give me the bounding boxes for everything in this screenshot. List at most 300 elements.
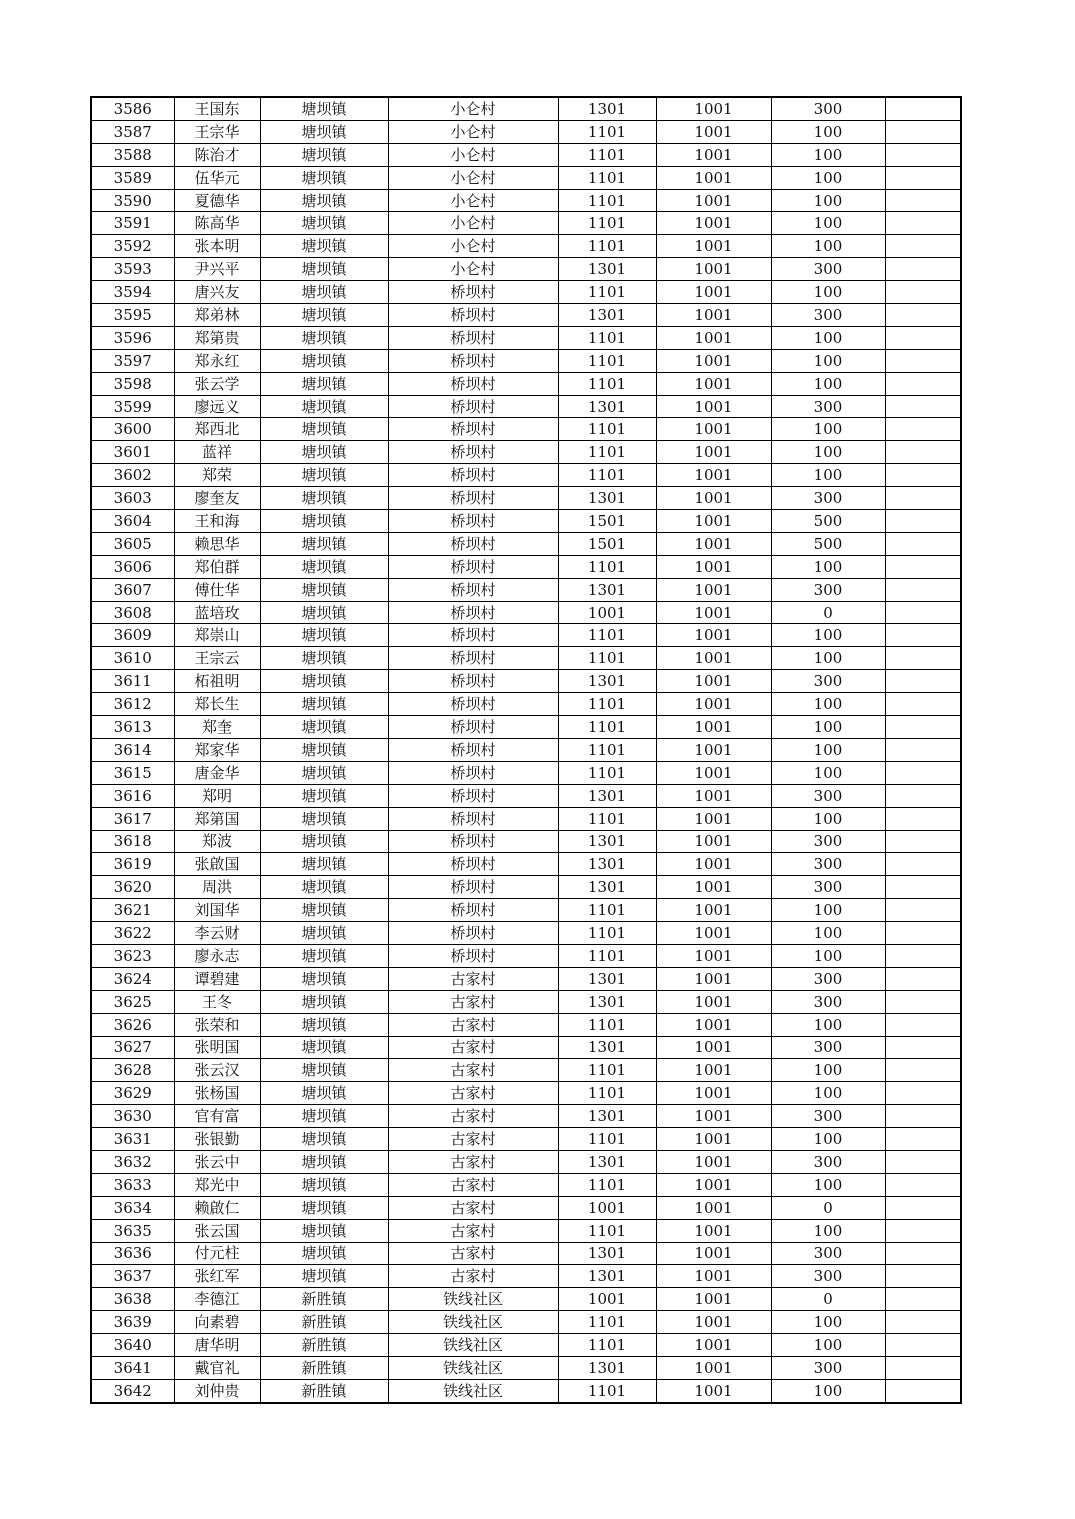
table-row bbox=[91, 922, 961, 945]
cell-name: 王宗云 bbox=[174, 647, 260, 670]
cell-code-b: 1001 bbox=[656, 1288, 771, 1311]
cell-name: 郑明 bbox=[174, 784, 260, 807]
cell-remark bbox=[885, 304, 961, 327]
cell-id: 3614 bbox=[91, 738, 174, 761]
cell-town: 新胜镇 bbox=[260, 1356, 388, 1379]
cell-id: 3632 bbox=[91, 1150, 174, 1173]
cell-name: 伍华元 bbox=[174, 166, 260, 189]
cell-id: 3617 bbox=[91, 807, 174, 830]
cell-amount: 300 bbox=[771, 304, 885, 327]
cell-code-a: 1301 bbox=[558, 1356, 656, 1379]
cell-amount: 100 bbox=[771, 1334, 885, 1357]
table-row bbox=[91, 784, 961, 807]
cell-name: 夏德华 bbox=[174, 189, 260, 212]
cell-amount: 100 bbox=[771, 1173, 885, 1196]
cell-village: 桥坝村 bbox=[388, 281, 558, 304]
cell-code-a: 1301 bbox=[558, 876, 656, 899]
cell-code-a: 1101 bbox=[558, 647, 656, 670]
cell-village: 桥坝村 bbox=[388, 464, 558, 487]
cell-remark bbox=[885, 807, 961, 830]
table-row bbox=[91, 281, 961, 304]
cell-code-a: 1101 bbox=[558, 143, 656, 166]
cell-code-b: 1001 bbox=[656, 372, 771, 395]
cell-town: 塘坝镇 bbox=[260, 807, 388, 830]
cell-remark bbox=[885, 372, 961, 395]
cell-code-b: 1001 bbox=[656, 601, 771, 624]
table-row bbox=[91, 1379, 961, 1402]
cell-name: 傅仕华 bbox=[174, 578, 260, 601]
cell-name: 郑永红 bbox=[174, 349, 260, 372]
cell-remark bbox=[885, 647, 961, 670]
cell-code-b: 1001 bbox=[656, 853, 771, 876]
cell-name: 郑第国 bbox=[174, 807, 260, 830]
cell-code-b: 1001 bbox=[656, 304, 771, 327]
cell-town: 塘坝镇 bbox=[260, 189, 388, 212]
table-row bbox=[91, 464, 961, 487]
cell-town: 塘坝镇 bbox=[260, 693, 388, 716]
cell-name: 刘仲贵 bbox=[174, 1379, 260, 1402]
cell-town: 塘坝镇 bbox=[260, 372, 388, 395]
cell-code-b: 1001 bbox=[656, 944, 771, 967]
cell-remark bbox=[885, 326, 961, 349]
cell-id: 3589 bbox=[91, 166, 174, 189]
cell-code-b: 1001 bbox=[656, 1311, 771, 1334]
cell-id: 3629 bbox=[91, 1082, 174, 1105]
cell-village: 小仑村 bbox=[388, 235, 558, 258]
cell-remark bbox=[885, 1311, 961, 1334]
cell-town: 塘坝镇 bbox=[260, 281, 388, 304]
data-table bbox=[90, 96, 962, 1404]
cell-id: 3625 bbox=[91, 990, 174, 1013]
cell-amount: 300 bbox=[771, 1036, 885, 1059]
cell-amount: 100 bbox=[771, 235, 885, 258]
cell-remark bbox=[885, 876, 961, 899]
cell-name: 张银勤 bbox=[174, 1128, 260, 1151]
cell-code-b: 1001 bbox=[656, 784, 771, 807]
table-row bbox=[91, 578, 961, 601]
cell-town: 塘坝镇 bbox=[260, 876, 388, 899]
cell-id: 3604 bbox=[91, 510, 174, 533]
cell-amount: 0 bbox=[771, 601, 885, 624]
cell-code-b: 1001 bbox=[656, 1334, 771, 1357]
cell-code-a: 1001 bbox=[558, 1288, 656, 1311]
cell-code-a: 1101 bbox=[558, 1128, 656, 1151]
cell-name: 郑光中 bbox=[174, 1173, 260, 1196]
cell-town: 塘坝镇 bbox=[260, 1242, 388, 1265]
cell-id: 3611 bbox=[91, 670, 174, 693]
cell-amount: 100 bbox=[771, 1013, 885, 1036]
cell-id: 3636 bbox=[91, 1242, 174, 1265]
cell-remark bbox=[885, 578, 961, 601]
cell-town: 塘坝镇 bbox=[260, 97, 388, 120]
cell-name: 郑奎 bbox=[174, 716, 260, 739]
cell-code-b: 1001 bbox=[656, 876, 771, 899]
cell-town: 塘坝镇 bbox=[260, 1036, 388, 1059]
cell-name: 廖远义 bbox=[174, 395, 260, 418]
cell-id: 3587 bbox=[91, 120, 174, 143]
cell-amount: 100 bbox=[771, 326, 885, 349]
cell-village: 小仑村 bbox=[388, 189, 558, 212]
cell-village: 桥坝村 bbox=[388, 693, 558, 716]
cell-id: 3610 bbox=[91, 647, 174, 670]
cell-code-a: 1501 bbox=[558, 510, 656, 533]
cell-town: 塘坝镇 bbox=[260, 761, 388, 784]
cell-town: 塘坝镇 bbox=[260, 532, 388, 555]
table-row bbox=[91, 1105, 961, 1128]
cell-amount: 300 bbox=[771, 967, 885, 990]
table-row bbox=[91, 532, 961, 555]
cell-code-b: 1001 bbox=[656, 807, 771, 830]
cell-village: 桥坝村 bbox=[388, 372, 558, 395]
cell-remark bbox=[885, 1196, 961, 1219]
cell-remark bbox=[885, 464, 961, 487]
cell-amount: 300 bbox=[771, 258, 885, 281]
cell-code-a: 1101 bbox=[558, 441, 656, 464]
cell-code-a: 1101 bbox=[558, 1059, 656, 1082]
cell-town: 塘坝镇 bbox=[260, 1173, 388, 1196]
cell-amount: 0 bbox=[771, 1196, 885, 1219]
cell-town: 塘坝镇 bbox=[260, 1105, 388, 1128]
cell-town: 塘坝镇 bbox=[260, 326, 388, 349]
cell-code-a: 1101 bbox=[558, 281, 656, 304]
cell-name: 蓝祥 bbox=[174, 441, 260, 464]
cell-town: 塘坝镇 bbox=[260, 1150, 388, 1173]
cell-town: 塘坝镇 bbox=[260, 1128, 388, 1151]
cell-town: 塘坝镇 bbox=[260, 784, 388, 807]
cell-village: 古家村 bbox=[388, 1150, 558, 1173]
cell-code-b: 1001 bbox=[656, 738, 771, 761]
cell-amount: 100 bbox=[771, 922, 885, 945]
cell-village: 桥坝村 bbox=[388, 418, 558, 441]
cell-village: 小仑村 bbox=[388, 258, 558, 281]
table-row bbox=[91, 830, 961, 853]
cell-village: 小仑村 bbox=[388, 120, 558, 143]
table-row bbox=[91, 624, 961, 647]
table-row bbox=[91, 1128, 961, 1151]
cell-remark bbox=[885, 1356, 961, 1379]
table-row bbox=[91, 761, 961, 784]
cell-id: 3595 bbox=[91, 304, 174, 327]
cell-remark bbox=[885, 624, 961, 647]
cell-amount: 100 bbox=[771, 1082, 885, 1105]
cell-name: 赖啟仁 bbox=[174, 1196, 260, 1219]
cell-town: 塘坝镇 bbox=[260, 120, 388, 143]
cell-id: 3609 bbox=[91, 624, 174, 647]
cell-remark bbox=[885, 1036, 961, 1059]
cell-code-a: 1101 bbox=[558, 693, 656, 716]
cell-name: 张云国 bbox=[174, 1219, 260, 1242]
cell-village: 桥坝村 bbox=[388, 738, 558, 761]
cell-name: 谭碧建 bbox=[174, 967, 260, 990]
cell-village: 桥坝村 bbox=[388, 441, 558, 464]
cell-remark bbox=[885, 784, 961, 807]
table-row bbox=[91, 1082, 961, 1105]
cell-town: 塘坝镇 bbox=[260, 1059, 388, 1082]
cell-amount: 0 bbox=[771, 1288, 885, 1311]
cell-code-b: 1001 bbox=[656, 464, 771, 487]
cell-code-b: 1001 bbox=[656, 1013, 771, 1036]
cell-id: 3635 bbox=[91, 1219, 174, 1242]
cell-name: 张明国 bbox=[174, 1036, 260, 1059]
cell-village: 古家村 bbox=[388, 1265, 558, 1288]
cell-amount: 300 bbox=[771, 97, 885, 120]
cell-village: 古家村 bbox=[388, 967, 558, 990]
cell-id: 3615 bbox=[91, 761, 174, 784]
cell-village: 桥坝村 bbox=[388, 944, 558, 967]
cell-id: 3620 bbox=[91, 876, 174, 899]
cell-code-b: 1001 bbox=[656, 326, 771, 349]
cell-code-b: 1001 bbox=[656, 990, 771, 1013]
cell-remark bbox=[885, 899, 961, 922]
cell-code-b: 1001 bbox=[656, 166, 771, 189]
cell-amount: 300 bbox=[771, 1150, 885, 1173]
table-row bbox=[91, 670, 961, 693]
cell-village: 古家村 bbox=[388, 1013, 558, 1036]
cell-code-a: 1301 bbox=[558, 1265, 656, 1288]
cell-village: 铁线社区 bbox=[388, 1311, 558, 1334]
cell-code-b: 1001 bbox=[656, 647, 771, 670]
cell-amount: 100 bbox=[771, 349, 885, 372]
cell-name: 郑长生 bbox=[174, 693, 260, 716]
cell-name: 张啟国 bbox=[174, 853, 260, 876]
cell-code-a: 1301 bbox=[558, 1242, 656, 1265]
cell-code-b: 1001 bbox=[656, 143, 771, 166]
table-row bbox=[91, 258, 961, 281]
cell-amount: 300 bbox=[771, 876, 885, 899]
table-row bbox=[91, 1059, 961, 1082]
cell-village: 小仑村 bbox=[388, 212, 558, 235]
cell-remark bbox=[885, 967, 961, 990]
cell-remark bbox=[885, 1242, 961, 1265]
cell-village: 古家村 bbox=[388, 1082, 558, 1105]
cell-remark bbox=[885, 1379, 961, 1402]
cell-id: 3613 bbox=[91, 716, 174, 739]
cell-code-b: 1001 bbox=[656, 555, 771, 578]
cell-amount: 100 bbox=[771, 944, 885, 967]
cell-village: 小仑村 bbox=[388, 97, 558, 120]
cell-remark bbox=[885, 1150, 961, 1173]
cell-town: 塘坝镇 bbox=[260, 1265, 388, 1288]
cell-town: 塘坝镇 bbox=[260, 716, 388, 739]
cell-name: 向素碧 bbox=[174, 1311, 260, 1334]
table-row bbox=[91, 1334, 961, 1357]
cell-amount: 100 bbox=[771, 1219, 885, 1242]
cell-name: 廖奎友 bbox=[174, 487, 260, 510]
cell-village: 桥坝村 bbox=[388, 876, 558, 899]
cell-name: 戴官礼 bbox=[174, 1356, 260, 1379]
cell-code-a: 1101 bbox=[558, 372, 656, 395]
cell-id: 3599 bbox=[91, 395, 174, 418]
cell-id: 3601 bbox=[91, 441, 174, 464]
cell-code-a: 1301 bbox=[558, 670, 656, 693]
cell-remark bbox=[885, 120, 961, 143]
table-row bbox=[91, 235, 961, 258]
cell-name: 张杨国 bbox=[174, 1082, 260, 1105]
table-row bbox=[91, 418, 961, 441]
cell-village: 桥坝村 bbox=[388, 807, 558, 830]
table-row bbox=[91, 97, 961, 120]
cell-id: 3630 bbox=[91, 1105, 174, 1128]
cell-remark bbox=[885, 761, 961, 784]
table-row bbox=[91, 1219, 961, 1242]
cell-village: 古家村 bbox=[388, 1036, 558, 1059]
cell-village: 小仑村 bbox=[388, 143, 558, 166]
cell-id: 3631 bbox=[91, 1128, 174, 1151]
cell-remark bbox=[885, 670, 961, 693]
cell-code-a: 1101 bbox=[558, 1311, 656, 1334]
cell-name: 王和海 bbox=[174, 510, 260, 533]
cell-amount: 100 bbox=[771, 1379, 885, 1402]
cell-code-a: 1101 bbox=[558, 761, 656, 784]
table-row bbox=[91, 716, 961, 739]
cell-village: 桥坝村 bbox=[388, 647, 558, 670]
cell-name: 陈高华 bbox=[174, 212, 260, 235]
cell-village: 桥坝村 bbox=[388, 304, 558, 327]
cell-code-a: 1301 bbox=[558, 853, 656, 876]
cell-town: 塘坝镇 bbox=[260, 1013, 388, 1036]
cell-name: 柘祖明 bbox=[174, 670, 260, 693]
cell-town: 新胜镇 bbox=[260, 1311, 388, 1334]
cell-id: 3592 bbox=[91, 235, 174, 258]
cell-id: 3590 bbox=[91, 189, 174, 212]
cell-remark bbox=[885, 532, 961, 555]
cell-id: 3600 bbox=[91, 418, 174, 441]
cell-code-b: 1001 bbox=[656, 1036, 771, 1059]
cell-town: 塘坝镇 bbox=[260, 258, 388, 281]
cell-code-b: 1001 bbox=[656, 1059, 771, 1082]
table-row bbox=[91, 1311, 961, 1334]
cell-name: 郑波 bbox=[174, 830, 260, 853]
cell-amount: 100 bbox=[771, 693, 885, 716]
cell-remark bbox=[885, 830, 961, 853]
cell-amount: 100 bbox=[771, 143, 885, 166]
cell-id: 3624 bbox=[91, 967, 174, 990]
cell-name: 唐兴友 bbox=[174, 281, 260, 304]
cell-village: 古家村 bbox=[388, 1173, 558, 1196]
cell-remark bbox=[885, 1013, 961, 1036]
cell-town: 新胜镇 bbox=[260, 1379, 388, 1402]
cell-town: 塘坝镇 bbox=[260, 464, 388, 487]
table-row bbox=[91, 876, 961, 899]
cell-name: 张云中 bbox=[174, 1150, 260, 1173]
cell-remark bbox=[885, 97, 961, 120]
cell-code-a: 1101 bbox=[558, 555, 656, 578]
table-row bbox=[91, 1150, 961, 1173]
cell-code-a: 1301 bbox=[558, 830, 656, 853]
cell-remark bbox=[885, 1128, 961, 1151]
cell-name: 郑第贵 bbox=[174, 326, 260, 349]
table-row bbox=[91, 349, 961, 372]
cell-amount: 100 bbox=[771, 761, 885, 784]
cell-village: 桥坝村 bbox=[388, 716, 558, 739]
cell-amount: 100 bbox=[771, 738, 885, 761]
cell-name: 张红军 bbox=[174, 1265, 260, 1288]
cell-amount: 300 bbox=[771, 1265, 885, 1288]
cell-code-a: 1101 bbox=[558, 1173, 656, 1196]
cell-remark bbox=[885, 487, 961, 510]
cell-remark bbox=[885, 1173, 961, 1196]
cell-town: 塘坝镇 bbox=[260, 624, 388, 647]
cell-amount: 300 bbox=[771, 830, 885, 853]
cell-amount: 100 bbox=[771, 807, 885, 830]
cell-id: 3618 bbox=[91, 830, 174, 853]
cell-village: 古家村 bbox=[388, 1059, 558, 1082]
table-row bbox=[91, 304, 961, 327]
cell-code-b: 1001 bbox=[656, 1082, 771, 1105]
cell-id: 3638 bbox=[91, 1288, 174, 1311]
cell-code-b: 1001 bbox=[656, 761, 771, 784]
cell-village: 桥坝村 bbox=[388, 349, 558, 372]
cell-amount: 100 bbox=[771, 281, 885, 304]
cell-code-b: 1001 bbox=[656, 235, 771, 258]
cell-remark bbox=[885, 1334, 961, 1357]
cell-code-b: 1001 bbox=[656, 967, 771, 990]
cell-village: 古家村 bbox=[388, 1242, 558, 1265]
cell-code-b: 1001 bbox=[656, 922, 771, 945]
table-row bbox=[91, 807, 961, 830]
table-row bbox=[91, 693, 961, 716]
cell-village: 桥坝村 bbox=[388, 578, 558, 601]
cell-name: 周洪 bbox=[174, 876, 260, 899]
cell-amount: 100 bbox=[771, 418, 885, 441]
cell-code-a: 1101 bbox=[558, 922, 656, 945]
cell-code-a: 1001 bbox=[558, 601, 656, 624]
cell-code-b: 1001 bbox=[656, 670, 771, 693]
cell-code-a: 1101 bbox=[558, 624, 656, 647]
cell-name: 廖永志 bbox=[174, 944, 260, 967]
cell-code-b: 1001 bbox=[656, 1128, 771, 1151]
cell-amount: 100 bbox=[771, 1059, 885, 1082]
cell-town: 塘坝镇 bbox=[260, 1082, 388, 1105]
cell-village: 桥坝村 bbox=[388, 532, 558, 555]
table-row bbox=[91, 944, 961, 967]
cell-name: 王宗华 bbox=[174, 120, 260, 143]
cell-remark bbox=[885, 1265, 961, 1288]
cell-code-b: 1001 bbox=[656, 418, 771, 441]
cell-remark bbox=[885, 1288, 961, 1311]
cell-name: 李德江 bbox=[174, 1288, 260, 1311]
cell-id: 3616 bbox=[91, 784, 174, 807]
cell-name: 陈治才 bbox=[174, 143, 260, 166]
table-row bbox=[91, 1265, 961, 1288]
cell-id: 3607 bbox=[91, 578, 174, 601]
cell-remark bbox=[885, 212, 961, 235]
cell-remark bbox=[885, 555, 961, 578]
cell-name: 郑西北 bbox=[174, 418, 260, 441]
cell-name: 蓝培玫 bbox=[174, 601, 260, 624]
cell-town: 塘坝镇 bbox=[260, 395, 388, 418]
cell-village: 古家村 bbox=[388, 1128, 558, 1151]
cell-town: 塘坝镇 bbox=[260, 853, 388, 876]
table-row bbox=[91, 1173, 961, 1196]
cell-code-b: 1001 bbox=[656, 1265, 771, 1288]
cell-town: 塘坝镇 bbox=[260, 1196, 388, 1219]
cell-name: 郑弟林 bbox=[174, 304, 260, 327]
cell-town: 塘坝镇 bbox=[260, 899, 388, 922]
cell-code-a: 1101 bbox=[558, 418, 656, 441]
table-row bbox=[91, 1036, 961, 1059]
table-body bbox=[91, 97, 961, 1403]
cell-remark bbox=[885, 601, 961, 624]
table-row bbox=[91, 1356, 961, 1379]
cell-town: 塘坝镇 bbox=[260, 990, 388, 1013]
cell-village: 古家村 bbox=[388, 990, 558, 1013]
cell-remark bbox=[885, 189, 961, 212]
cell-id: 3608 bbox=[91, 601, 174, 624]
cell-amount: 100 bbox=[771, 372, 885, 395]
cell-code-a: 1101 bbox=[558, 1219, 656, 1242]
cell-town: 塘坝镇 bbox=[260, 578, 388, 601]
